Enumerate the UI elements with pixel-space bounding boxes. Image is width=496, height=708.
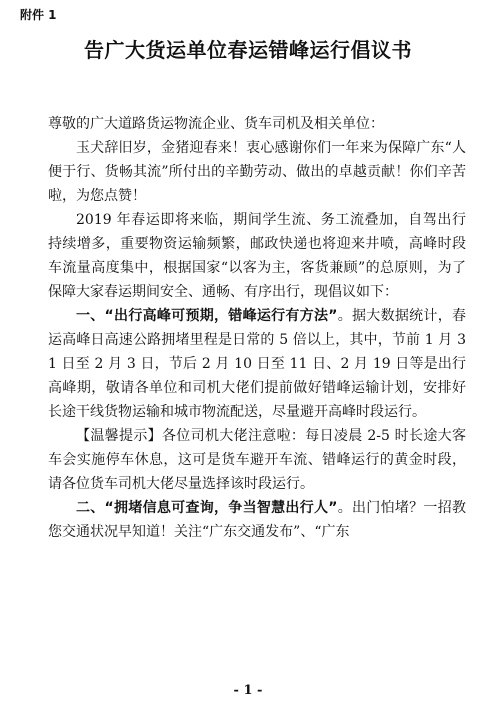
paragraph-proposal-one xyxy=(48,304,466,424)
document-title: 告广大货运单位春运错峰运行倡议书 xyxy=(84,38,412,62)
proposal-two-heading: 二、“拥堵信息可查询，争当智慧出行人” xyxy=(76,500,338,516)
paragraph-greeting: 玉犬辞旧岁，金猪迎春来！衷心感谢你们一年来为保障广东“人便于行、货畅其流”所付出的辛勤劳动、做出的卓越贡献！你们辛苦啦，为您点赞！ xyxy=(48,140,466,204)
proposal-one-heading: 一、“出行高峰可预期，错峰运行有方法” xyxy=(76,308,338,324)
page-number: - 1 - xyxy=(233,683,263,698)
salutation: 尊敬的广大道路货运物流企业、货车司机及相关单位： xyxy=(48,116,384,132)
paragraph-proposal-two xyxy=(48,496,466,544)
paragraph-tip: 【温馨提示】各位司机大佬注意啦：每日凌晨 2-5 时长途大客车会实施停车休息，这可是货车避开车流、错峰运行的黄金时段，请各位货车司机大佬尽量选择该时段运行。 xyxy=(48,428,466,492)
proposal-one-body: 。据大数据统计，春运高峰日高速公路拥堵里程是日常的 5 倍以上，其中，节前 1 月 31 日至 2 月 3 日，节后 2 月 10 日至 11 日、2 月 19 日等是出行高峰期，敬请各单位和司机大佬们提前做好错峰运输计划，安排好长途干线货物运输和城市物流配送，尽量避开高峰时段运行。 xyxy=(48,308,466,420)
proposal-two-body: 。出门怕堵？一招教您交通状况早知道！关注“广东交通发布”、“广东 xyxy=(48,500,466,540)
attachment-label: 附件 1 xyxy=(20,8,57,22)
document-body xyxy=(48,112,466,544)
paragraph-background: 2019 年春运即将来临，期间学生流、务工流叠加，自驾出行持续增多，重要物资运输频繁，邮政快递也将迎来井喷，高峰时段车流量高度集中，根据国家“以客为主，客货兼顾”的总原则，为了保障大家春运期间安全、通畅、有序出行，现倡议如下： xyxy=(48,212,466,300)
